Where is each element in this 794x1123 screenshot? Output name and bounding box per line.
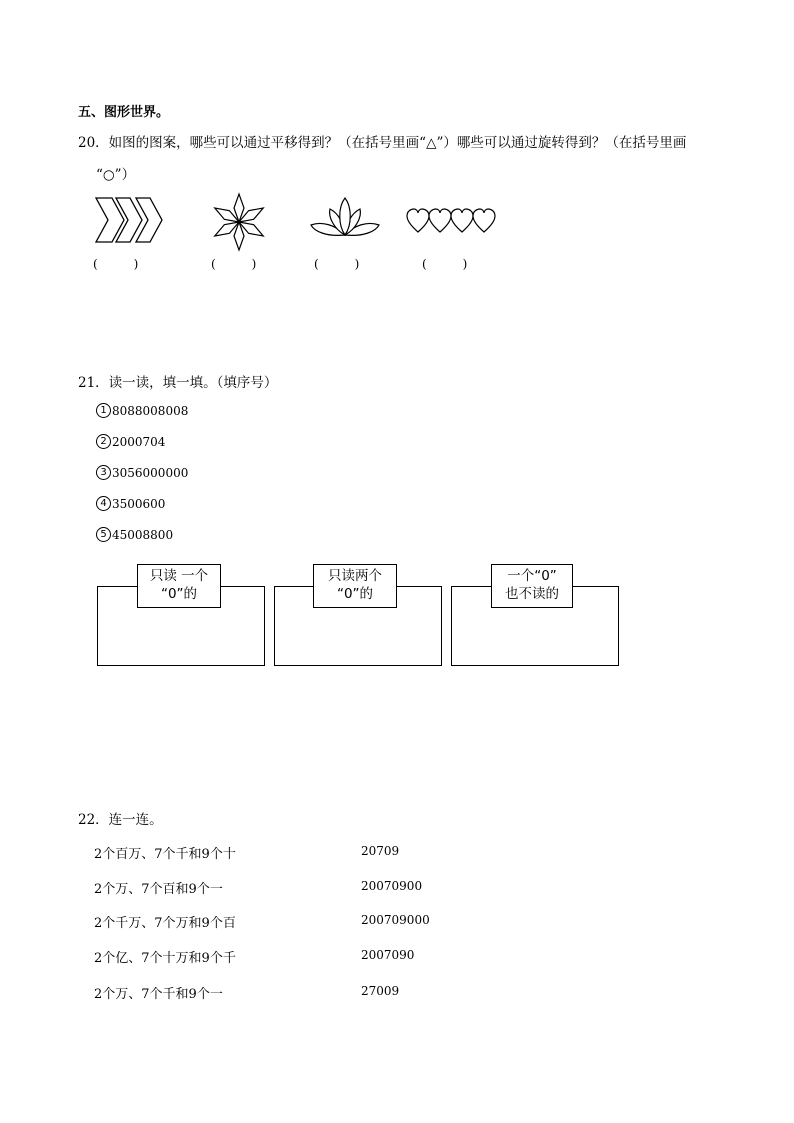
circle-number-icon: 1 — [96, 403, 111, 418]
number-value: 2000704 — [112, 434, 166, 449]
circle-number-icon: 5 — [96, 527, 111, 542]
match-right-item-1[interactable]: 20709 — [361, 844, 400, 858]
match-left-item-2[interactable]: 2个万、7个百和9个一 — [94, 882, 223, 897]
number-value: 8088008008 — [112, 403, 189, 418]
label-line: “0”的 — [160, 586, 198, 602]
question-22-text: 22．连一连。 — [78, 812, 163, 828]
hearts-row-figure — [406, 208, 500, 234]
circle-number-icon: 2 — [96, 434, 111, 449]
label-line: 只读两个 — [328, 568, 382, 584]
number-item-1 — [96, 403, 188, 418]
answer-paren-1[interactable]: ( ) — [93, 257, 139, 271]
question-21-text: 21．读一读，填一填。（填序号） — [78, 375, 278, 391]
question-20-text: 20．如图的图案，哪些可以通过平移得到？（在括号里画“△”）哪些可以通过旋转得到？（在括号里画 — [78, 135, 687, 151]
circle-number-icon: 3 — [96, 465, 111, 480]
match-left-item-4[interactable]: 2个亿、7个十万和9个千 — [94, 951, 236, 966]
answer-paren-2[interactable]: ( ) — [211, 257, 257, 271]
match-left-item-3[interactable]: 2个千万、7个万和9个百 — [94, 916, 236, 931]
rhombus-star-figure — [209, 192, 269, 252]
number-item-4 — [96, 496, 165, 511]
number-value: 3056000000 — [112, 465, 189, 480]
answer-paren-4[interactable]: ( ) — [422, 257, 468, 271]
answer-paren-3[interactable]: ( ) — [314, 257, 360, 271]
number-value: 3500600 — [112, 496, 166, 511]
label-line: “0”的 — [336, 586, 374, 602]
answer-box-label-3 — [491, 564, 573, 608]
match-right-item-3[interactable]: 200709000 — [361, 913, 430, 927]
number-item-5 — [96, 527, 173, 542]
lotus-flower-figure — [308, 195, 382, 243]
number-value: 45008800 — [112, 527, 174, 542]
section-title: 五、图形世界。 — [78, 105, 170, 120]
question-20-text-cont: “○”） — [96, 167, 136, 183]
match-right-item-4[interactable]: 2007090 — [361, 948, 415, 962]
match-left-item-5[interactable]: 2个万、7个千和9个一 — [94, 987, 223, 1002]
label-line: 一个“0” — [507, 568, 557, 584]
match-left-item-1[interactable]: 2个百万、7个千和9个十 — [94, 847, 236, 862]
number-item-3 — [96, 465, 188, 480]
match-right-item-2[interactable]: 20070900 — [361, 879, 423, 893]
label-line: 也不读的 — [505, 586, 559, 602]
label-line: 只读 一个 — [149, 568, 209, 584]
answer-box-label-2 — [313, 564, 397, 608]
chevron-arrows-figure — [94, 196, 166, 246]
circle-number-icon: 4 — [96, 496, 111, 511]
number-item-2 — [96, 434, 165, 449]
answer-box-label-1 — [137, 564, 221, 608]
match-right-item-5[interactable]: 27009 — [361, 984, 400, 998]
